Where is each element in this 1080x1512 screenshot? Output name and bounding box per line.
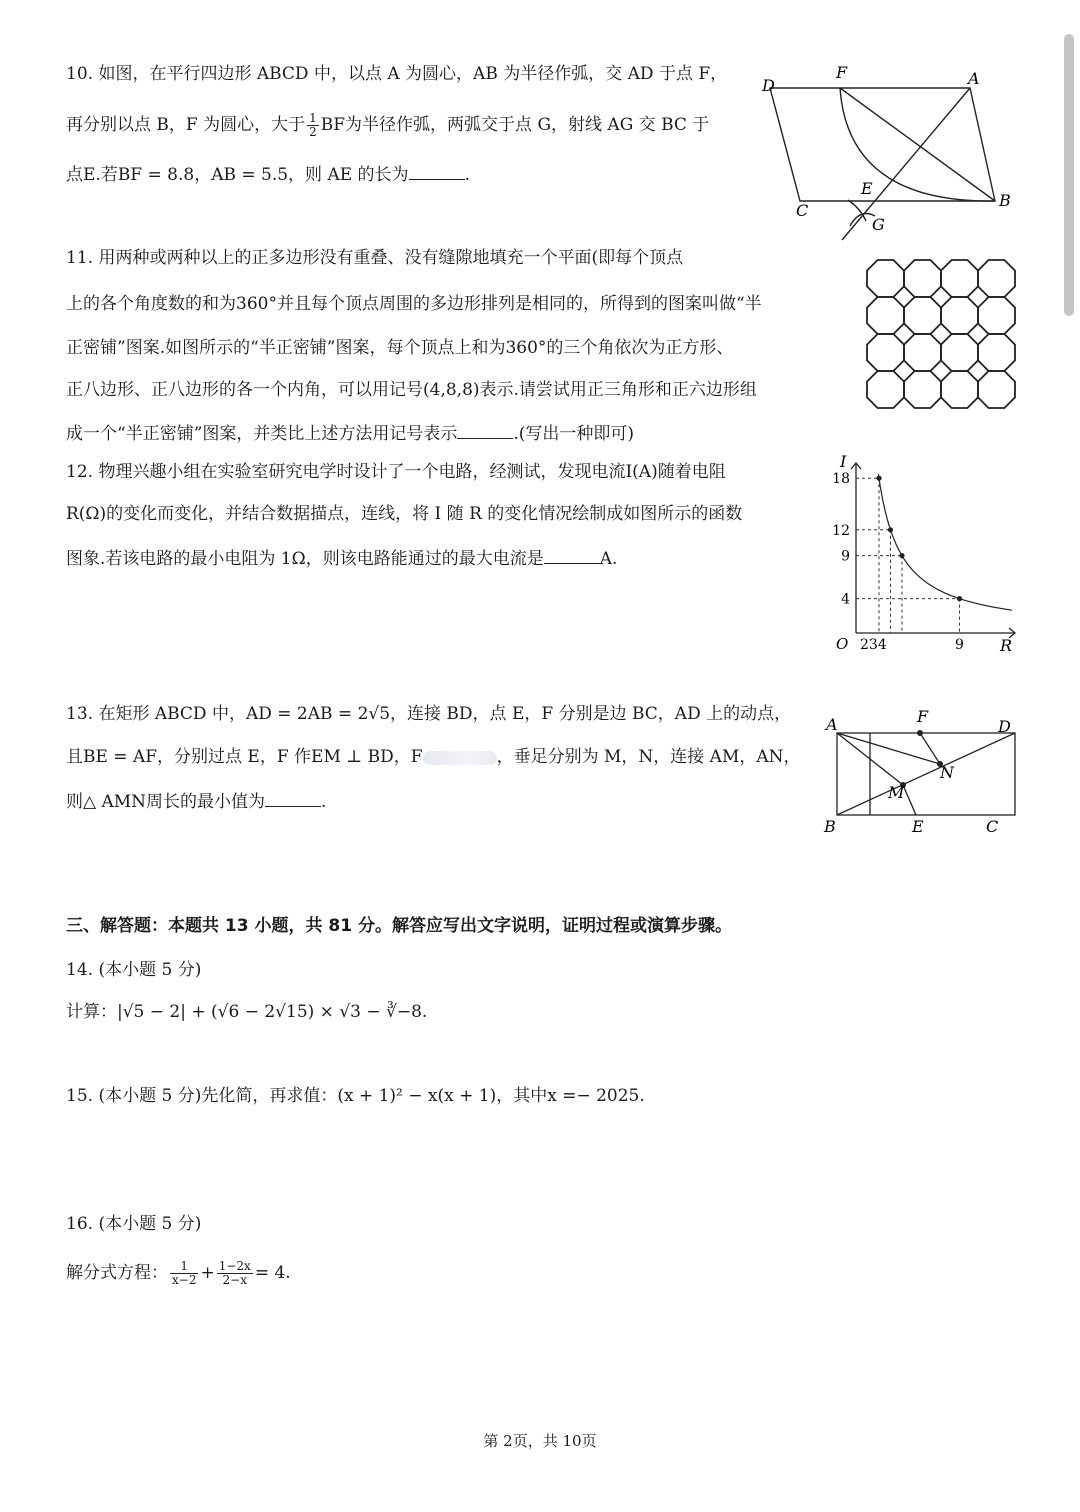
octagon-tile	[941, 297, 978, 334]
label-b: B	[999, 191, 1011, 210]
octagon-tile	[978, 334, 1015, 371]
parallelogram-abcd	[770, 88, 995, 201]
point-f	[917, 730, 923, 736]
q13-line1: 13. 在矩形 ABCD 中，AD = 2AB = 2√5，连接 BD，点 E，F 分别是边 BC，AD 上的动点，	[66, 704, 792, 724]
label-f: F	[836, 63, 848, 82]
q12-line1: 12. 物理兴趣小组在实验室研究电学时设计了一个电路，经测试，发现电流I(A)随着电阻	[66, 462, 726, 482]
octagon-tile	[978, 371, 1015, 408]
q11-line2: 上的各个角度数的和为360°并且每个顶点周围的多边形排列是相同的，所得到的图案叫做“半	[66, 294, 762, 314]
page-footer: 第 2页，共 10页	[483, 1432, 597, 1450]
answer-blank	[265, 788, 321, 807]
q11-line5-text: 成一个“半正密铺”图案，并类比上述方法用记号表示	[66, 424, 458, 444]
segment-an	[837, 733, 940, 764]
answer-blank	[457, 420, 513, 439]
q10-line2	[66, 112, 709, 139]
q12-line3	[66, 545, 617, 571]
q14-heading: 14. (本小题 5 分)	[66, 960, 202, 980]
q11-octagon-square-tiling	[855, 248, 1015, 413]
data-point	[876, 476, 881, 481]
q12-line3-text: 图象.若该电路的最小电阻为 1Ω，则该电路能通过的最大电流是	[66, 549, 544, 569]
octagon-tile	[941, 260, 978, 297]
y-tick-18: 18	[832, 471, 850, 488]
frac-num: 1	[309, 111, 317, 125]
q10-fraction-half	[307, 112, 319, 139]
q11-line5-end: .(写出一种即可)	[513, 424, 635, 444]
segment-em	[903, 785, 916, 815]
q10-line3	[66, 161, 470, 187]
label-a: A	[968, 69, 980, 88]
q13-line3-text: 则△ AMN周长的最小值为	[66, 792, 266, 812]
y-axis-label: I	[840, 452, 847, 471]
frac-num: 1−2x	[218, 1259, 251, 1273]
q14-expression: 计算：|√5 − 2| + (√6 − 2√15) × √3 − ∛−8.	[66, 1002, 428, 1022]
octagon-tile	[904, 297, 941, 334]
x-ticks-234: 234	[860, 637, 887, 653]
q12-line3-end: A.	[599, 549, 618, 569]
label-n: N	[940, 763, 954, 782]
data-point	[888, 527, 893, 532]
q11-line4: 正八边形、正八边形的各一个内角，可以用记号(4,8,8)表示.请尝试用正三角形和正六边形组	[66, 380, 757, 400]
q16-label: 解分式方程：	[66, 1263, 168, 1283]
octagon-tile	[904, 260, 941, 297]
q13-line2-a: 且BE = AF，分别过点 E，F 作EM ⊥ BD，F	[66, 747, 423, 767]
q13-line3	[66, 788, 326, 814]
octagon-tile	[978, 260, 1015, 297]
inverse-curve	[878, 474, 1011, 610]
q10-parallelogram-figure	[750, 58, 1030, 248]
q16-fraction-1	[170, 1260, 198, 1287]
diagonal-bd	[837, 733, 1015, 815]
octagon-tile	[941, 371, 978, 408]
x-axis-label: R	[1000, 636, 1013, 655]
octagon-tile	[867, 260, 904, 297]
blurred-text-region	[423, 751, 497, 765]
q11-line1: 11. 用两种或两种以上的正多边形没有重叠、没有缝隙地填充一个平面(即每个顶点	[66, 248, 684, 268]
q16-plus: +	[200, 1263, 215, 1283]
q12-line2: R(Ω)的变化而变化，并结合数据描点，连线，将 I 随 R 的变化情况绘制成如图所示的函数	[66, 504, 743, 524]
q13-line3-end: .	[321, 792, 327, 812]
scrollbar-thumb[interactable]	[1064, 34, 1074, 316]
section-3-heading: 三、解答题：本题共 13 小题，共 81 分。解答应写出文字说明，证明过程或演算步骤。	[66, 916, 732, 936]
q10-line1: 10. 如图，在平行四边形 ABCD 中，以点 A 为圆心，AB 为半径作弧，交 AD 于点 F，	[66, 64, 728, 84]
label-e: E	[912, 817, 924, 836]
octagon-tile	[867, 371, 904, 408]
octagon-tile	[904, 334, 941, 371]
frac-num: 1	[170, 1260, 198, 1274]
x-tick-9: 9	[955, 637, 964, 653]
label-f: F	[917, 707, 929, 726]
frac-den: 2	[309, 125, 317, 139]
label-b: B	[824, 817, 836, 836]
ray-ag	[842, 88, 970, 240]
q11-line5	[66, 420, 634, 446]
y-tick-9: 9	[841, 548, 850, 565]
label-g: G	[872, 215, 885, 234]
label-a: A	[826, 715, 838, 734]
octagon-tile	[867, 297, 904, 334]
q15-line: 15. (本小题 5 分)先化简，再求值：(x + 1)² − x(x + 1)，其中x =− 2025.	[66, 1086, 645, 1106]
octagon-tile	[867, 334, 904, 371]
label-m: M	[888, 783, 905, 802]
answer-blank	[409, 161, 465, 180]
q10-line3-end: .	[464, 165, 470, 185]
label-c: C	[986, 817, 999, 836]
label-e: E	[861, 179, 873, 198]
q16-heading: 16. (本小题 5 分)	[66, 1214, 202, 1234]
octagon-tile	[904, 371, 941, 408]
q16-equation	[66, 1260, 291, 1287]
frac-den: 2−x	[222, 1273, 247, 1287]
q16-rhs: = 4.	[254, 1263, 291, 1283]
y-tick-12: 12	[832, 522, 850, 539]
answer-blank	[544, 545, 600, 564]
origin-label: O	[836, 635, 849, 653]
data-point	[899, 553, 904, 558]
q13-line2	[66, 745, 801, 769]
label-d: D	[762, 76, 775, 95]
octagon-tile	[941, 334, 978, 371]
q10-line2-b: BF为半径作弧，两弧交于点 G，射线 AG 交 BC 于	[320, 115, 710, 135]
q13-line2-b: ，垂足分别为 M，N，连接 AM，AN，	[496, 747, 801, 767]
octagon-tile	[978, 297, 1015, 334]
q10-line3-text: 点E.若BF = 8.8，AB = 5.5，则 AE 的长为	[66, 165, 409, 185]
frac-den: x−2	[172, 1273, 197, 1287]
label-d: D	[998, 717, 1011, 736]
data-point	[957, 596, 962, 601]
q11-line3: 正密铺”图案.如图所示的“半正密铺”图案，每个顶点上和为360°的三个角依次为正方形、	[66, 338, 734, 358]
label-c: C	[796, 201, 809, 220]
q13-rectangle-figure	[820, 700, 1025, 840]
q16-fraction-2	[217, 1260, 253, 1287]
q10-line2-a: 再分别以点 B，F 为圆心，大于	[66, 115, 306, 135]
q12-current-resistance-graph	[820, 452, 1025, 655]
y-tick-4: 4	[841, 591, 850, 608]
